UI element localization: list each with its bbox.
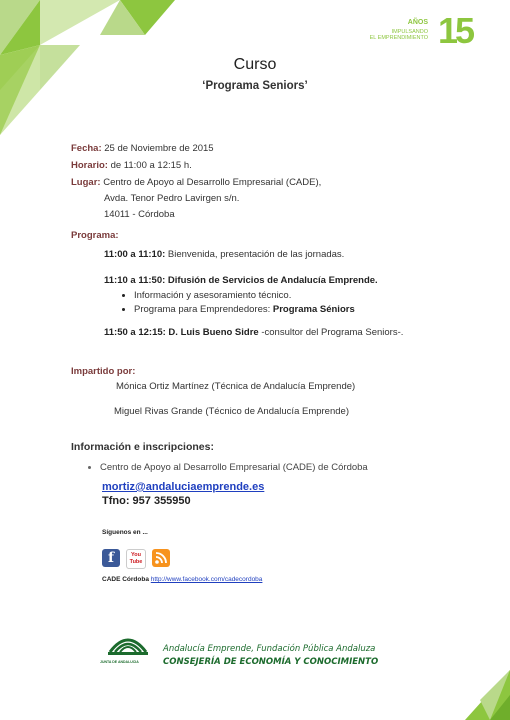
page-subtitle: ‘Programa Seniors’ (202, 80, 308, 92)
youtube-icon-text: You Tube (129, 552, 143, 565)
info-label: Información e inscripciones: (71, 441, 214, 453)
lugar-line1: Centro de Apoyo al Desarrollo Empresarial (CADE), (103, 177, 322, 188)
cade-label: CADE Córdoba (102, 576, 149, 583)
bullet-dot (88, 466, 91, 469)
rss-icon[interactable] (152, 549, 170, 567)
bullet-text: Información y asesoramiento técnico. (134, 290, 292, 301)
email-link[interactable]: mortiz@andaluciaemprende.es (102, 481, 265, 493)
lugar-row (71, 177, 321, 188)
logo-number: 15 (437, 10, 472, 51)
follow-label: Síguenos en ... (102, 529, 148, 536)
decorative-corner-bottom-right (450, 660, 510, 720)
programa-item-3-text: -consultor del Programa Seniors-. (258, 327, 404, 338)
programa-item-1 (104, 249, 344, 260)
fecha-row (71, 143, 214, 154)
horario-label: Horario: (71, 160, 108, 171)
phone-text: Tfno: 957 355950 (102, 495, 191, 507)
cade-row (102, 576, 262, 583)
horario-row (71, 160, 192, 171)
programa-item-3 (104, 327, 403, 338)
fecha-label: Fecha: (71, 143, 102, 154)
impartido-person-1: Mónica Ortiz Martínez (Técnica de Andalucía Emprende) (116, 381, 356, 392)
bullet-text: Programa para Emprendedores: (134, 304, 273, 315)
fecha-value: 25 de Noviembre de 2015 (104, 143, 214, 154)
programa-item-3-name: D. Luis Bueno Sidre (165, 327, 259, 338)
youtube-icon[interactable] (126, 549, 146, 569)
horario-value: de 11:00 a 12:15 h. (110, 160, 192, 171)
logo-line2: IMPULSANDO (391, 29, 428, 35)
impartido-person-2: Miguel Rivas Grande (Técnico de Andalucía Emprende) (114, 406, 349, 417)
bullet-dot (122, 294, 125, 297)
programa-item-2-time: 11:10 a 11:50: (104, 275, 166, 286)
bullet-dot (122, 308, 125, 311)
programa-label: Programa: (71, 230, 119, 241)
junta-andalucia-logo (102, 630, 154, 662)
anniversary-logo (364, 10, 474, 60)
programa-item-2 (104, 275, 378, 286)
page-title: Curso (233, 56, 277, 73)
logo-line1: AÑOS (407, 19, 428, 26)
cade-link[interactable]: http://www.facebook.com/cadecordoba (150, 576, 263, 583)
rss-glyph (152, 549, 170, 567)
lugar-label: Lugar: (71, 177, 101, 188)
programa-item-2-bullet-2 (122, 304, 355, 315)
programa-item-2-bullet-1 (122, 290, 291, 301)
lugar-line2: Avda. Tenor Pedro Lavirgen s/n. (104, 193, 240, 204)
info-bullet-text: Centro de Apoyo al Desarrollo Empresarial (CADE) de Córdoba (100, 462, 368, 473)
footer-line-1: Andalucía Emprende, Fundación Pública Andaluza (163, 644, 376, 654)
programa-item-1-time: 11:00 a 11:10: (104, 249, 166, 260)
junta-text: JUNTA DE ANDALUCIA (100, 660, 139, 664)
impartido-label: Impartido por: (71, 366, 136, 377)
programa-item-1-text: Bienvenida, presentación de las jornadas. (165, 249, 345, 260)
footer-line-2: CONSEJERÍA DE ECONOMÍA Y CONOCIMIENTO (163, 657, 379, 667)
facebook-icon[interactable]: f (102, 549, 120, 567)
info-bullet (88, 462, 368, 473)
logo-line3: EL EMPRENDIMIENTO (369, 35, 428, 41)
bullet-bold-text: Programa Séniors (272, 304, 355, 315)
programa-item-2-text: Difusión de Servicios de Andalucía Emprende. (165, 275, 378, 286)
lugar-line3: 14011 - Córdoba (104, 209, 175, 220)
programa-item-3-time: 11:50 a 12:15: (104, 327, 166, 338)
